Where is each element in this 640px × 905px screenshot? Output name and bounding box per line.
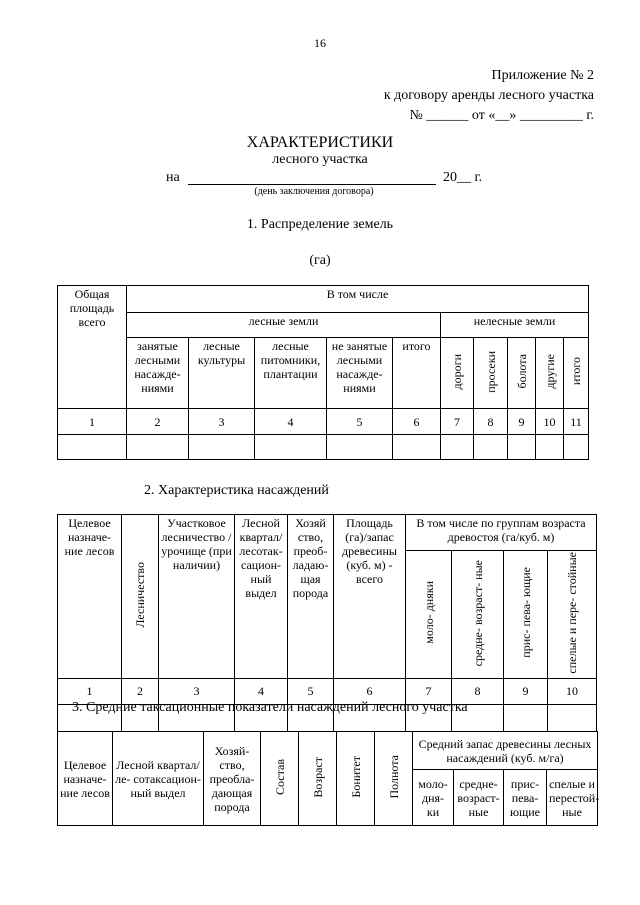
col-number: 10 — [536, 409, 564, 435]
col-purpose: Целевое назначе- ние лесов — [58, 515, 122, 679]
section2-heading: 2. Характеристика насаждений — [144, 483, 329, 498]
col-number: 1 — [58, 678, 122, 704]
col-forest-lands: лесные земли — [127, 313, 441, 338]
empty-cell — [441, 435, 474, 460]
col-number: 6 — [393, 409, 441, 435]
empty-cell — [536, 435, 564, 460]
empty-cell — [127, 435, 189, 460]
col-forestry: Лесничество — [122, 515, 159, 679]
col-number: 7 — [441, 409, 474, 435]
col-forest-total: итого — [393, 338, 441, 409]
empty-cell — [564, 435, 589, 460]
col-forest-unoccupied: не занятые лесными насажде- ниями — [327, 338, 393, 409]
col-mature: спелые и пере- стойные — [548, 551, 597, 679]
col-maturing: прис- пева- ющие — [504, 770, 547, 826]
empty-cell — [508, 435, 536, 460]
appendix-number-date: № ______ от «__» _________ г. — [409, 108, 594, 123]
col-number: 10 — [548, 678, 597, 704]
col-number: 5 — [327, 409, 393, 435]
col-farm-species: Хозяй ство, преоб- ладаю- щая порода — [288, 515, 334, 679]
date-underline — [188, 184, 436, 185]
col-total-area: Общая площадь всего — [58, 286, 127, 409]
stands-table — [57, 514, 597, 732]
col-middle-aged: средне- возраст- ные — [452, 551, 504, 679]
date-prefix: на — [166, 170, 180, 185]
appendix-title: Приложение № 2 — [491, 68, 594, 83]
col-quarter: Лесной квартал/ лесотак- сацион- ный выдел — [235, 515, 288, 679]
col-density: Полнота — [375, 732, 413, 826]
col-number: 8 — [474, 409, 508, 435]
col-forest-occupied: занятые лесными насажде- ниями — [127, 338, 189, 409]
col-mature: спелые и перестой- ные — [547, 770, 598, 826]
col-number: 6 — [334, 678, 406, 704]
col-forest-nurseries: лесные питомники, плантации — [255, 338, 327, 409]
section3-heading: 3. Средние таксационные показатели насаждений лесного участка — [72, 700, 468, 715]
col-age-groups: В том числе по группам возраста древостоя (га/куб. м) — [406, 515, 597, 551]
col-number: 1 — [58, 409, 127, 435]
empty-cell — [327, 435, 393, 460]
section1-unit: (га) — [309, 253, 331, 268]
date-hint: (день заключения договора) — [254, 186, 374, 197]
col-area-stock: Площадь (га)/запас древесины (куб. м) - всего — [334, 515, 406, 679]
col-roads: дороги — [441, 338, 474, 409]
col-maturing: прис- пева- ющие — [504, 551, 548, 679]
col-number: 4 — [255, 409, 327, 435]
col-age: Возраст — [299, 732, 337, 826]
col-number: 9 — [508, 409, 536, 435]
col-number: 2 — [127, 409, 189, 435]
col-young: моло- дня- ки — [413, 770, 454, 826]
col-number: 3 — [159, 678, 235, 704]
empty-cell — [189, 435, 255, 460]
empty-cell — [474, 435, 508, 460]
empty-cell — [58, 435, 127, 460]
col-number: 8 — [452, 678, 504, 704]
empty-cell — [255, 435, 327, 460]
col-number: 5 — [288, 678, 334, 704]
col-number: 7 — [406, 678, 452, 704]
col-young: моло- дняки — [406, 551, 452, 679]
col-bonitet: Бонитет — [337, 732, 375, 826]
page-number: 16 — [314, 36, 326, 50]
date-suffix: 20__ г. — [443, 170, 483, 185]
empty-cell — [548, 704, 597, 731]
col-purpose: Целевое назначе- ние лесов — [58, 732, 113, 826]
col-number: 4 — [235, 678, 288, 704]
col-other: другие — [536, 338, 564, 409]
col-number: 3 — [189, 409, 255, 435]
section1-heading: 1. Распределение земель — [246, 217, 394, 232]
col-middle-aged: средне- возраст- ные — [454, 770, 504, 826]
empty-cell — [393, 435, 441, 460]
col-forest-cultures: лесные культуры — [189, 338, 255, 409]
col-clearings: просеки — [474, 338, 508, 409]
col-including: В том числе — [127, 286, 589, 313]
col-quarter: Лесной квартал/ле- сотаксацион- ный выдел — [113, 732, 204, 826]
col-farm-species: Хозяй- ство, преобла- дающая порода — [204, 732, 261, 826]
appendix-contract: к договору аренды лесного участка — [383, 88, 594, 103]
empty-cell — [504, 704, 548, 731]
land-distribution-table — [57, 285, 589, 460]
col-composition: Состав — [261, 732, 299, 826]
doc-title: ХАРАКТЕРИСТИКИ — [246, 134, 394, 151]
col-swamps: болота — [508, 338, 536, 409]
col-district-forestry: Участковое лесничество /урочище (при наличии) — [159, 515, 235, 679]
col-number: 9 — [504, 678, 548, 704]
doc-subtitle: лесного участка — [272, 152, 368, 167]
col-nonforest-lands: нелесные земли — [441, 313, 589, 338]
taxation-table — [57, 731, 598, 826]
col-avg-stock: Средний запас древесины лесных насаждений (куб. м/га) — [413, 732, 598, 770]
col-number: 2 — [122, 678, 159, 704]
col-number: 11 — [564, 409, 589, 435]
col-nonforest-total: итого — [564, 338, 589, 409]
